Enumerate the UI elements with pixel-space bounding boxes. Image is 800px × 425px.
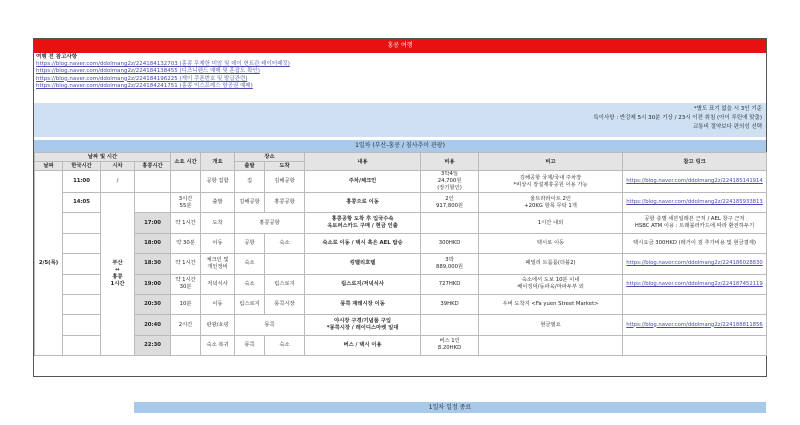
ref-note-cell bbox=[623, 294, 767, 314]
content-cell: 야시장 구경/기념품 구입 *몽콕시장 / 레이디스마켓 일대 bbox=[305, 315, 421, 335]
header-cost: 비용 bbox=[421, 153, 479, 171]
note-line: 특이사항 : 반강제 5시 30분 기상 / 23시 이전 취침 (아이 루틴에 맞춤) bbox=[593, 115, 762, 121]
overview-cell: 체크인 및 개인정비 bbox=[201, 254, 235, 274]
overview-cell: 도착 bbox=[201, 213, 235, 233]
title-bar: 홍콩 여행 bbox=[34, 39, 766, 53]
depart-cell: 숙소 bbox=[235, 254, 265, 274]
ref-link-cell[interactable]: https://blog.naver.com/ddolmang2z/224188811856 bbox=[623, 315, 767, 335]
remark-cell: 울트라라이트 2인 +20KG 항목 무탁 1개 bbox=[479, 193, 623, 213]
cost-cell: 39HKD bbox=[421, 294, 479, 314]
kst-time: 11:00 bbox=[63, 171, 101, 193]
table-row bbox=[35, 193, 767, 213]
day-header: 1일차 (부산-홍콩 / 침사추이 관광) bbox=[34, 140, 766, 152]
duration-cell: 2시간 bbox=[171, 315, 201, 335]
depart-cell: 몽콕 bbox=[235, 335, 265, 355]
depart-cell: 김해공항 bbox=[235, 193, 265, 213]
kst-time bbox=[63, 335, 101, 355]
duration-cell: 약 1시간 bbox=[171, 213, 201, 233]
kst-time bbox=[63, 213, 101, 233]
cost-cell: 3박4일 24,700원 (장기할인) bbox=[421, 171, 479, 193]
duration-cell bbox=[171, 335, 201, 355]
arrive-cell: 홍콩공항 bbox=[265, 193, 305, 213]
ref-link-cell[interactable]: https://blog.naver.com/ddolmang2z/224186028830 bbox=[623, 254, 767, 274]
cost-cell: 727HKD bbox=[421, 274, 479, 294]
ref-link[interactable]: https://blog.naver.com/ddolmang2z/224184241751 (홍콩 익스프레스 항공권 예매) bbox=[36, 82, 253, 89]
header-city: 시차 bbox=[101, 162, 135, 171]
cost-cell: 버스 1인 8.20HKD bbox=[421, 335, 479, 355]
timezone-cell: / bbox=[101, 171, 135, 193]
overview-cell: 관광/쇼핑 bbox=[201, 315, 235, 335]
content-cell: 몽콕 재래시장 이동 bbox=[305, 294, 421, 314]
overview-cell: 이동 bbox=[201, 233, 235, 253]
hkt-time bbox=[135, 171, 171, 193]
day-end-bar: 1일차 일정 종료 bbox=[134, 402, 766, 413]
refs-heading: 여행 전 참고사항 bbox=[36, 54, 78, 60]
remark-cell: 숙소에서 도보 10분 이내 베이징덕/동파육/마파두부 외 bbox=[479, 274, 623, 294]
place-cell: 몽콕 bbox=[235, 315, 305, 335]
hkt-time: 18:30 bbox=[135, 254, 171, 274]
table-row bbox=[35, 335, 767, 355]
cost-cell: 300HKD bbox=[421, 233, 479, 253]
ref-link-cell[interactable]: https://blog.naver.com/ddolmang2z/224185933813 bbox=[623, 193, 767, 213]
depart-cell: 림스로지 bbox=[235, 294, 265, 314]
timezone-cell: 부산 ↔ 홍콩 1시간 bbox=[101, 193, 135, 356]
arrive-cell: 림스로지 bbox=[265, 274, 305, 294]
duration-cell bbox=[171, 171, 201, 193]
overview-cell: 저녁식사 bbox=[201, 274, 235, 294]
hkt-time bbox=[135, 193, 171, 213]
table-row bbox=[35, 274, 767, 294]
header-hkt: 홍콩시간 bbox=[135, 162, 171, 171]
kst-time bbox=[63, 294, 101, 314]
duration-cell: 10분 bbox=[171, 294, 201, 314]
hkt-time: 17:00 bbox=[135, 213, 171, 233]
ref-note-cell bbox=[623, 335, 767, 355]
ref-link-cell[interactable]: https://blog.naver.com/ddolmang2z/224185141914 bbox=[623, 171, 767, 193]
kst-time: 14:05 bbox=[63, 193, 101, 213]
content-cell: 림스로지/저녁식사 bbox=[305, 274, 421, 294]
header-remark: 비고 bbox=[479, 153, 623, 171]
overview-cell: 공항 집합 bbox=[201, 171, 235, 193]
arrive-cell: 숙소 bbox=[265, 335, 305, 355]
ref-link[interactable]: https://blog.naver.com/ddolmang2z/224184196225 (게이 쿠폰번호 및 발급관련) bbox=[36, 75, 248, 82]
note-line: *별도 표기 없을 시 3인 기준 bbox=[693, 106, 762, 112]
depart-cell: 공항 bbox=[235, 233, 265, 253]
kst-time bbox=[63, 254, 101, 274]
duration-cell: 약 1시간 30분 bbox=[171, 274, 201, 294]
duration-cell: 약 1시간 bbox=[171, 254, 201, 274]
arrive-cell bbox=[265, 254, 305, 274]
note-line: 교통비 절약보다 편의성 선택 bbox=[692, 124, 762, 130]
arrive-cell: 숙소 bbox=[265, 233, 305, 253]
hkt-time: 20:30 bbox=[135, 294, 171, 314]
remark-cell: 우버 도착지 <Fa yuen Street Market> bbox=[479, 294, 623, 314]
hkt-time: 18:00 bbox=[135, 233, 171, 253]
ref-link[interactable]: https://blog.naver.com/ddolmang2z/224184132703 (홍콩 무제한 미암 및 데이 헌트관 테이터패킷) bbox=[36, 61, 290, 68]
remark-cell: 1시간 내외 bbox=[479, 213, 623, 233]
header-kst: 한국시간 bbox=[63, 162, 101, 171]
schedule-table bbox=[34, 152, 767, 356]
table-row bbox=[35, 233, 767, 253]
header-arrive: 도착 bbox=[265, 162, 305, 171]
ref-link[interactable]: https://blog.naver.com/ddolmang2z/224184138455 (디즈니랜드 예매 및 혼잡도 확인) bbox=[36, 68, 260, 75]
date-cell: 2/5(목) bbox=[35, 171, 63, 356]
header-place: 장소 bbox=[235, 153, 305, 162]
header-reflink: 참고 링크 bbox=[623, 153, 767, 171]
remark-cell: 택시로 이동 bbox=[479, 233, 623, 253]
remark-cell: 패밀리 트룸룸(더블2) bbox=[479, 254, 623, 274]
header-depart: 출발 bbox=[235, 162, 265, 171]
hkt-time: 20:40 bbox=[135, 315, 171, 335]
kst-time bbox=[63, 315, 101, 335]
cost-cell bbox=[421, 213, 479, 233]
overview-cell: 숙소 복귀 bbox=[201, 335, 235, 355]
depart-cell: 숙소 bbox=[235, 274, 265, 294]
header-overview: 개요 bbox=[201, 153, 235, 171]
arrive-cell: 김해공항 bbox=[265, 171, 305, 193]
table-row bbox=[35, 213, 767, 233]
duration-cell: 약 30분 bbox=[171, 233, 201, 253]
hkt-time: 22:30 bbox=[135, 335, 171, 355]
arrive-cell: 몽콕시장 bbox=[265, 294, 305, 314]
hkt-time: 19:00 bbox=[135, 274, 171, 294]
header-content: 내용 bbox=[305, 153, 421, 171]
place-cell: 홍콩공항 bbox=[235, 213, 305, 233]
content-cell: 홍콩으로 이동 bbox=[305, 193, 421, 213]
content-cell: 킹벨리호텔 bbox=[305, 254, 421, 274]
header-date: 날짜 bbox=[35, 162, 63, 171]
table-row bbox=[35, 294, 767, 314]
cost-cell: 3박 889,000원 bbox=[421, 254, 479, 274]
table-row bbox=[35, 171, 767, 193]
cost-cell bbox=[421, 315, 479, 335]
header-duration: 소요 시간 bbox=[171, 153, 201, 171]
duration-cell: 3시간 55분 bbox=[171, 193, 201, 213]
ref-note-cell: 택시요금 300HKD (레거이 짐 추가비용 및 현금결제) bbox=[623, 233, 767, 253]
remark-cell bbox=[479, 335, 623, 355]
remark-cell: 현금필요 bbox=[479, 315, 623, 335]
header-datetime: 날짜 및 시간 bbox=[35, 153, 171, 162]
content-cell: 주차/체크인 bbox=[305, 171, 421, 193]
reference-notes bbox=[36, 54, 764, 90]
remark-cell: 김해공항 국제/국내 주차장 *비상시 장설제휴공원 이용 가능 bbox=[479, 171, 623, 193]
overview-cell: 출발 bbox=[201, 193, 235, 213]
kst-time bbox=[63, 233, 101, 253]
ref-link-cell[interactable]: https://blog.naver.com/ddolmang2z/224187452119 bbox=[623, 274, 767, 294]
kst-time bbox=[63, 274, 101, 294]
notes-panel bbox=[34, 103, 766, 137]
table-row bbox=[35, 315, 767, 335]
itinerary-sheet bbox=[33, 38, 767, 411]
content-cell: 홍콩공항 도착 후 입국수속 옥토퍼스카드 구매 / 현금 인출 bbox=[305, 213, 421, 233]
overview-cell: 이동 bbox=[201, 294, 235, 314]
ref-note-cell: 공항 층별 세븐일레븐 근처 / AEL 창구 근처 HSBC ATM 이용 : 트래블러카드에 따라 환전하두기 bbox=[623, 213, 767, 233]
content-cell: 숙소로 이동 / 택시 혹은 AEL 탑승 bbox=[305, 233, 421, 253]
cost-cell: 2인 917,800원 bbox=[421, 193, 479, 213]
content-cell: 버스 / 택시 이용 bbox=[305, 335, 421, 355]
table-row bbox=[35, 254, 767, 274]
depart-cell: 집 bbox=[235, 171, 265, 193]
